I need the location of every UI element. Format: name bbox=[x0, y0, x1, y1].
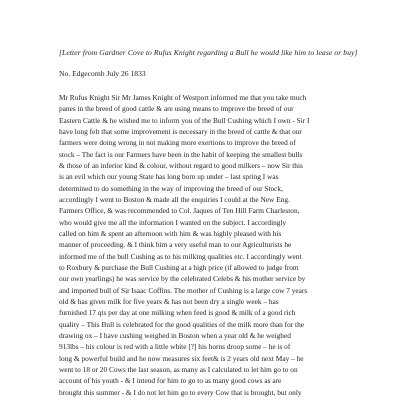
letter-body-line: our own yearlings) he was service by the celebrated Celebs & his mother service by bbox=[59, 274, 306, 284]
letter-body-line: and imported bull of Sir Isaac Coffins. The mother of Cushing is a large cow 7 years bbox=[59, 285, 308, 295]
letter-body-line: old & has given milk for five years & has not been dry a single week – has bbox=[59, 297, 279, 306]
letter-body-line: quality – This Bull is celebrated for the good qualities of the milk more than for the bbox=[59, 319, 305, 329]
letter-body-line: to Roxbury & purchase the Bull Cushing at a high price (if allowed to judge from bbox=[59, 262, 299, 272]
letter-body-line: called on him & spent an afternoon with him & was highly pleased with his bbox=[59, 228, 282, 238]
letter-body-line: account of his youth - & I intend for him to go to as many good cows as are bbox=[59, 376, 282, 386]
letter-body bbox=[59, 92, 369, 398]
letter-body-line: long & powerful build and he now measures six feet& is 2 years old next May – he bbox=[59, 353, 304, 363]
letter-body-line: accordingly I went to Boston & made all the enquiries I could at the New Eng. bbox=[59, 194, 290, 204]
letter-body-line: manner of proceeding. & I think him a very useful man to our Agriculturists he bbox=[59, 240, 292, 250]
letter-body-line: brought this summer - & I do not let him go to every Cow that is brought, but only bbox=[59, 387, 302, 397]
letter-body-line: furnished 17 qts per day at one milking when feed is good & milk of a good rich bbox=[59, 308, 296, 318]
letter-body-line: Farmers Office, & was recommended to Col. Jaques of Ten Hill Farm Charleston, bbox=[59, 206, 300, 216]
letter-body-line: drawing ox – I have cushing weighed in Boston when a year old & he weighed bbox=[59, 331, 291, 341]
letter-body-line: have long felt that some improvement is necessary in the breed of cattle & that our bbox=[59, 126, 302, 136]
letter-body-line: is an evil which our young State has long born up under – last spring I was bbox=[59, 172, 279, 182]
letter-body-line: informed me of the bull Cushing as to his milking qualities etc. I accordingly went bbox=[59, 251, 302, 261]
letter-body-line: farmers were doing wrong in not making more exertions to improve the breed of bbox=[59, 138, 296, 148]
letter-body-line: stock – The fact is our Farmers have been in the habit of keeping the smallest bulls bbox=[59, 149, 303, 159]
letter-body-line: panes in the breed of good cattle & are using means to improve the breed of our bbox=[59, 104, 294, 114]
letter-body-line: & those of an inferior kind & colour, without regard to good milkers – now Sir this bbox=[59, 160, 303, 170]
letter-body-line: who would give me all the information I wanted on the subject. I accordingly bbox=[59, 217, 287, 227]
letter-body-line: went to 18 or 20 Cows the last season, as many as I calculated to let him go to on bbox=[59, 365, 298, 375]
letter-body-line: Mr Rufus Knight Sir Mr James Knight of Westport informed me that you take much bbox=[59, 92, 307, 102]
letter-body-line: 913lbs – his colour is red with a little white [?] his horns droop some – he is of bbox=[59, 342, 291, 352]
editorial-note: [Letter from Gardner Cove to Rufus Knight regarding a Bull he would like him to lease or buy] bbox=[59, 48, 358, 57]
transcription-column bbox=[59, 47, 369, 398]
letter-dateline: No. Edgecomb July 26 1833 bbox=[59, 69, 146, 79]
letter-body-line: determined to do something in the way of improving the breed of our Stock, bbox=[59, 183, 283, 193]
letter-body-line: Eastern Cattle & he wished me to inform you of the Bull Cushing which I own - Sir I bbox=[59, 115, 310, 125]
